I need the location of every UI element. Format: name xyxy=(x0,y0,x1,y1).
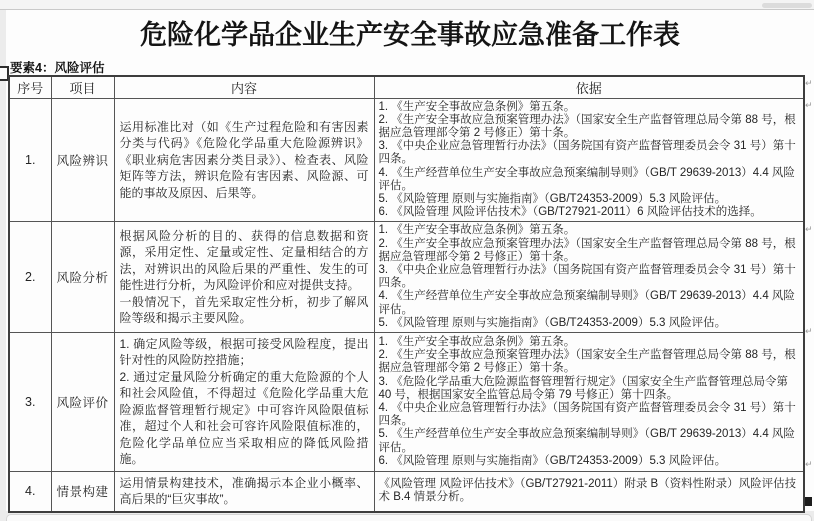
row-item-cell: 风险分析 xyxy=(51,222,114,333)
content-paragraph: 2. 通过定量风险分析确定的重大危险源的个人和社会风险值，不得超过《危险化学品重大危险源监督管理暂行规定》中可容许风险限值标准，超过个人和社会可容许风险限值标准的，危险化学品单位应当采取相应的降低风险措施。 xyxy=(119,369,369,467)
basis-item: 《风险管理 风险评估技术》（GB/T27921-2011）附录 B（资料性附录）风险评估技术 B.4 情景分析。 xyxy=(378,478,797,504)
row-item-cell: 情景构建 xyxy=(51,471,114,512)
header-row xyxy=(9,76,804,98)
content-paragraph: 运用标准比对（如《生产过程危险和有害因素分类与代码》《危险化学品重大危险源辨识》《职业病危害因素分类目录》）、检查表、风险矩阵等方法，辨识危险有害因素、风险源、可能的事故及原因、后果等。 xyxy=(119,119,369,200)
paragraph-mark: ↵ xyxy=(805,326,813,336)
basis-item: 4. 《生产经营单位生产安全事故应急预案编制导则》（GB/T 29639-2013）4.4 风险评估。 xyxy=(378,166,795,192)
basis-item: 3. 《危险化学品重大危险源监督管理暂行规定》（国家安全生产监督管理总局令第 40 号，根据国家安全监管总局令第 79 号修正）第十四条。 xyxy=(378,375,789,401)
basis-item: 1. 《生产安全事故应急条例》第五条。 xyxy=(378,224,576,237)
basis-item: 4. 《中央企业应急管理暂行办法》（国务院国有资产监督管理委员会令 31 号）第十四条。 xyxy=(378,401,796,428)
document-title: 危险化学品企业生产安全事故应急准备工作表 xyxy=(140,20,680,50)
header-content: 内容 xyxy=(114,76,374,98)
row-serial-number-cell: 1. xyxy=(9,98,51,222)
top-edge-strip xyxy=(0,0,814,10)
basis-item: 1. 《生产安全事故应急条例》第五条。 xyxy=(378,335,576,348)
header-item: 项目 xyxy=(51,76,114,98)
paragraph-mark: ↵ xyxy=(805,78,813,88)
row-basis-cell xyxy=(374,332,804,471)
paragraph-mark: ↵ xyxy=(805,459,813,469)
table-row xyxy=(9,471,804,512)
header-basis: 依据 xyxy=(374,76,804,98)
table-row xyxy=(9,222,804,333)
row-serial-number-cell: 4. xyxy=(9,471,51,512)
row-basis-cell xyxy=(374,222,804,333)
basis-item: 2. 《生产安全事故应急预案管理办法》（国家安全生产监督管理总局令第 88 号，根据应急管理部令第 2 号修正）第十条。 xyxy=(378,349,796,375)
table-resize-handle xyxy=(805,497,812,506)
content-paragraph: 1. 确定风险等级，根据可接受风险程度，提出针对性的风险防控措施； xyxy=(119,336,369,368)
row-basis-cell xyxy=(374,471,804,512)
row-serial-number-cell: 2. xyxy=(9,222,51,333)
row-basis-cell xyxy=(374,98,804,222)
basis-item: 6. 《风险管理 风险评估技术》（GB/T27921-2011）6 风险评估技术的选择。 xyxy=(378,206,762,219)
basis-item: 1. 《生产安全事故应急条例》第五条。 xyxy=(378,100,576,113)
basis-item: 2. 《生产安全事故应急预案管理办法》（国家安全生产监督管理总局令第 88 号，根据应急管理部令第 2 号修正）第十条。 xyxy=(378,113,796,139)
content-paragraph: 运用情景构建技术，准确揭示本企业小概率、高后果的“巨灾事故”。 xyxy=(119,475,369,507)
row-item-cell: 风险评价 xyxy=(51,332,114,471)
basis-item: 3. 《中央企业应急管理暂行办法》（国务院国有资产监督管理委员会令 31 号）第十四条。 xyxy=(378,263,796,290)
worksheet-table xyxy=(8,75,805,513)
row-serial-number-cell: 3. xyxy=(9,332,51,471)
basis-item: 5. 《生产经营单位生产安全事故应急预案编制导则》（GB/T 29639-2013）4.4 风险评估。 xyxy=(378,428,795,454)
content-paragraph: 根据风险分析的目的、获得的信息数据和资源，采用定性、定量或定性、定量相结合的方法，对辨识出的风险后果的严重性、发生的可能性进行分析，为风险评价和应对提供支持。 xyxy=(119,228,369,293)
table-body xyxy=(9,98,804,512)
table-header xyxy=(9,76,804,98)
row-item-cell: 风险辨识 xyxy=(51,98,114,222)
basis-item: 5. 《风险管理 原则与实施指南》（GB/T24353-2009）5.3 风险评估。 xyxy=(378,192,727,205)
paragraph-mark: ↵ xyxy=(805,100,813,110)
paragraph-mark: ↵ xyxy=(805,224,813,234)
row-content-cell xyxy=(114,471,374,512)
content-paragraph: 一般情况下，首先采取定性分析，初步了解风险等级和揭示主要风险。 xyxy=(119,294,369,326)
table-row xyxy=(9,98,804,222)
row-content-cell xyxy=(114,332,374,471)
basis-item: 4. 《生产经营单位生产安全事故应急预案编制导则》（GB/T 29639-2013）4.4 风险评估。 xyxy=(378,290,795,316)
basis-item: 2. 《生产安全事故应急预案管理办法》（国家安全生产监督管理总局令第 88 号，根据应急管理部令第 2 号修正）第十条。 xyxy=(378,237,796,263)
row-content-cell xyxy=(114,98,374,222)
scrollbar-remnant xyxy=(762,3,812,8)
basis-item: 5. 《风险管理 原则与实施指南》（GB/T24353-2009）5.3 风险评估。 xyxy=(378,316,727,329)
basis-item: 3. 《中央企业应急管理暂行办法》（国务院国有资产监督管理委员会令 31 号）第十四条。 xyxy=(378,140,796,166)
table-row xyxy=(9,332,804,471)
section-label: 要素4：风险评估 xyxy=(10,61,105,75)
row-content-cell xyxy=(114,222,374,333)
basis-item: 6. 《风险管理 原则与实施指南》（GB/T24353-2009）5.3 风险评估。 xyxy=(378,454,727,467)
header-serial-number: 序号 xyxy=(9,76,51,98)
